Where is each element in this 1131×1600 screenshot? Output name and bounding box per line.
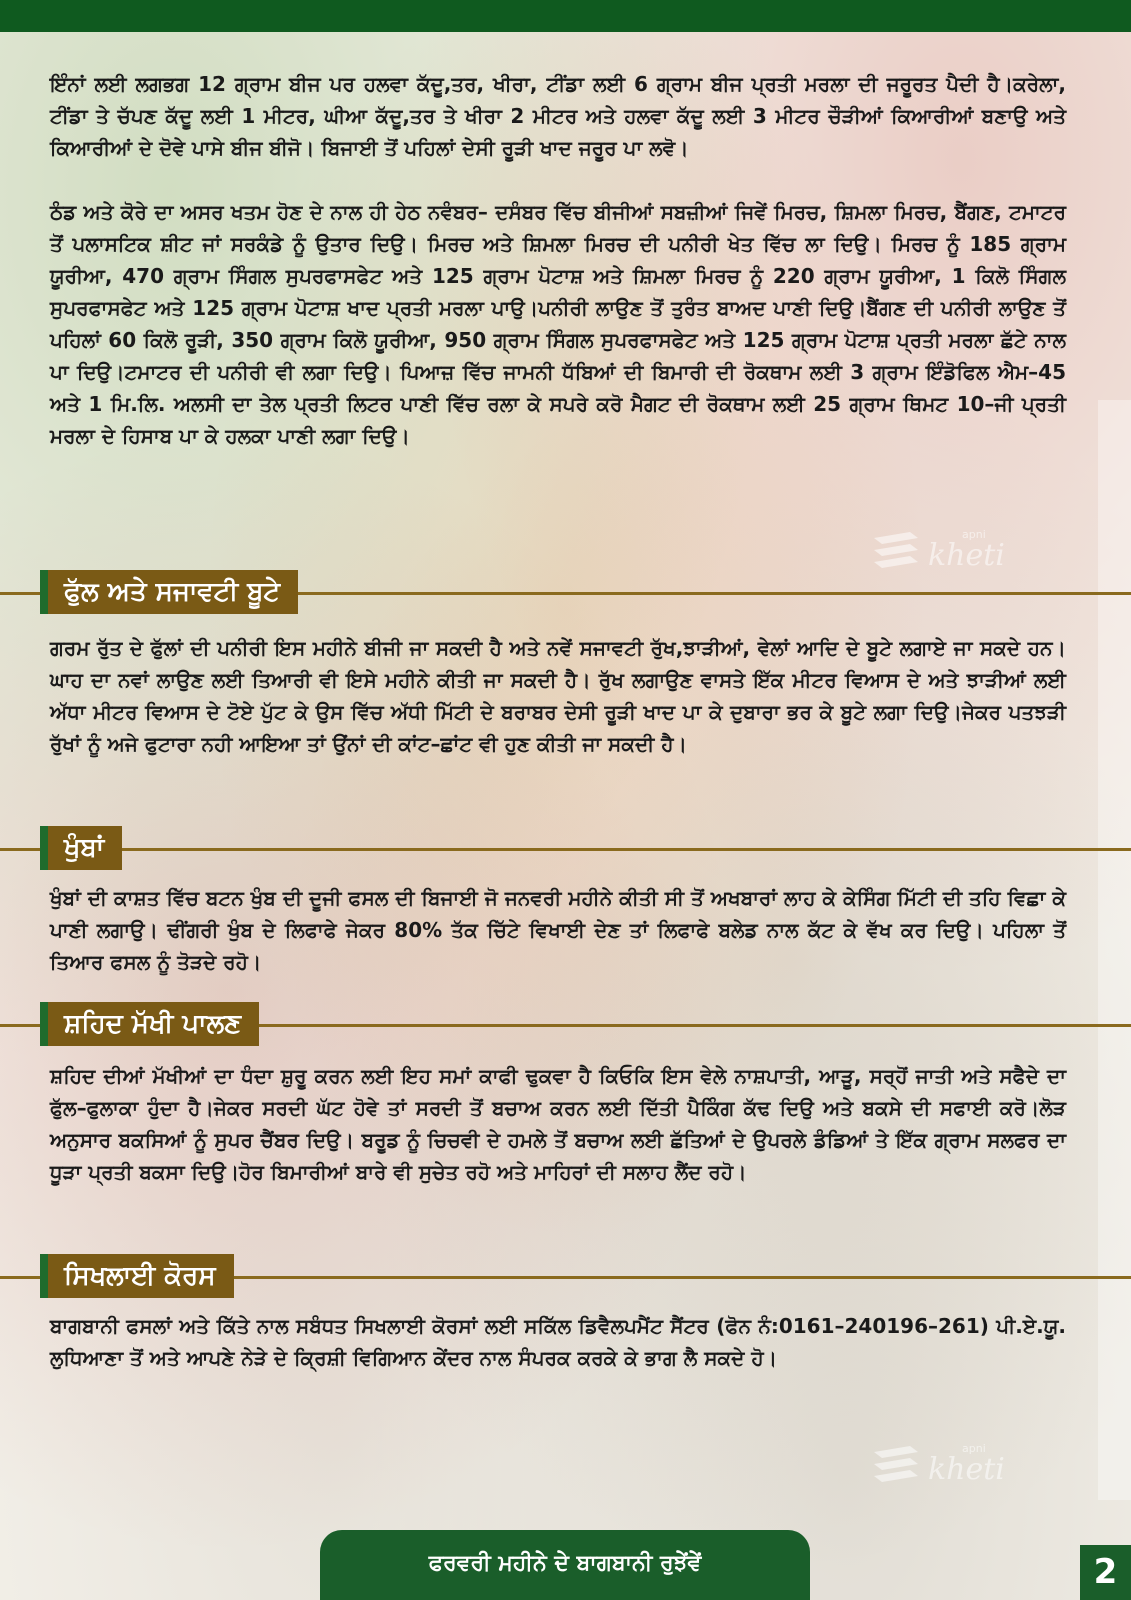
section-body-training: ਬਾਗਬਾਨੀ ਫਸਲਾਂ ਅਤੇ ਕਿੱਤੇ ਨਾਲ ਸਬੰਧਤ ਸਿਖਲਾਈ ਕੋਰਸਾਂ ਲਈ ਸਕਿੱਲ ਡਿਵੈਲਪਮੈਂਟ ਸੈਂਟਰ (ਫੋਨ ਨੰ:0161–240196–261) ਪੀ.ਏ.ਯੂ. ਲੁਧਿਆਣਾ ਤੋਂ ਅਤੇ ਆਪਣੇ ਨੇੜੇ ਦੇ ਕ੍ਰਿਸ਼ੀ ਵਿਗਿਆਨ ਕੇਂਦਰ ਨਾਲ ਸੰਪਰਕ ਕਰਕੇ ਕੇ ਭਾਗ ਲੈ ਸਕਦੇ ਹੋ।	[50, 1314, 1066, 1370]
watermark-small-text: apni	[962, 528, 986, 541]
section-heading-flowers: ਫੁੱਲ ਅਤੇ ਸਜਾਵਟੀ ਬੂਟੇ	[40, 570, 298, 614]
watermark-leaf-icon	[870, 528, 922, 572]
section-heading-beekeeping: ਸ਼ਹਿਦ ਮੱਖੀ ਪਾਲਣ	[40, 1002, 259, 1046]
footer-title: ਫਰਵਰੀ ਮਹੀਨੇ ਦੇ ਬਾਗਬਾਨੀ ਰੁਝੇਂਵੇਂ	[320, 1530, 810, 1600]
watermark-logo-2	[870, 1442, 1010, 1492]
section-body-mushrooms: ਖੁੰਬਾਂ ਦੀ ਕਾਸ਼ਤ ਵਿੱਚ ਬਟਨ ਖੁੰਬ ਦੀ ਦੂਜੀ ਫਸਲ ਦੀ ਬਿਜਾਈ ਜੋ ਜਨਵਰੀ ਮਹੀਨੇ ਕੀਤੀ ਸੀ ਤੋਂ ਅਖਬਾਰਾਂ ਲਾਹ ਕੇ ਕੇਸਿੰਗ ਮਿੱਟੀ ਦੀ ਤਹਿ ਵਿਛਾ ਕੇ ਪਾਣੀ ਲਗਾਉ। ਢੀਂਗਰੀ ਖੁੰਬ ਦੇ ਲਿਫਾਫੇ ਜੇਕਰ 80% ਤੱਕ ਚਿੱਟੇ ਵਿਖਾਈ ਦੇਣ ਤਾਂ ਲਿਫਾਫੇ ਬਲੇਡ ਨਾਲ ਕੱਟ ਕੇ ਵੱਖ ਕਰ ਦਿਉ। ਪਹਿਲਾ ਤੋਂ ਤਿਆਰ ਫਸਲ ਨੂੰ ਤੋੜਦੇ ਰਹੋ।	[50, 886, 1066, 974]
watermark-small-text: apni	[962, 1442, 986, 1455]
section-heading-mushrooms: ਖੁੰਬਾਂ	[40, 826, 122, 870]
section-body-beekeeping: ਸ਼ਹਿਦ ਦੀਆਂ ਮੱਖੀਆਂ ਦਾ ਧੰਦਾ ਸ਼ੁਰੂ ਕਰਨ ਲਈ ਇਹ ਸਮਾਂ ਕਾਫੀ ਢੁਕਵਾ ਹੈ ਕਿਓਕਿ ਇਸ ਵੇਲੇ ਨਾਸ਼ਪਾਤੀ, ਆੜੂ, ਸਰ੍ਹੋਂ ਜਾਤੀ ਅਤੇ ਸਫੈਦੇ ਦਾ ਫੁੱਲ–ਫੁਲਾਕਾ ਹੁੰਦਾ ਹੈ।ਜੇਕਰ ਸਰਦੀ ਘੱਟ ਹੋਵੇ ਤਾਂ ਸਰਦੀ ਤੋਂ ਬਚਾਅ ਕਰਨ ਲਈ ਦਿੱਤੀ ਪੈਕਿੰਗ ਕੱਢ ਦਿਉ ਅਤੇ ਬਕਸੇ ਦੀ ਸਫਾਈ ਕਰੋ।ਲੋੜ ਅਨੁਸਾਰ ਬਕਸਿਆਂ ਨੂੰ ਸੁਪਰ ਚੈਂਬਰ ਦਿਉ। ਬਰੂਡ ਨੂੰ ਚਿਚਵੀ ਦੇ ਹਮਲੇ ਤੋਂ ਬਚਾਅ ਲਈ ਛੱਤਿਆਂ ਦੇ ਉਪਰਲੇ ਡੰਡਿਆਂ ਤੇ ਇੱਕ ਗ੍ਰਾਮ ਸਲਫਰ ਦਾ ਧੂੜਾ ਪ੍ਰਤੀ ਬਕਸਾ ਦਿਉ।ਹੋਰ ਬਿਮਾਰੀਆਂ ਬਾਰੇ ਵੀ ਸੁਚੇਤ ਰਹੋ ਅਤੇ ਮਾਹਿਰਾਂ ਦੀ ਸਲਾਹ ਲੈਂਦ ਰਹੋ।	[50, 1064, 1066, 1184]
top-bar	[0, 0, 1131, 32]
watermark-leaf-icon	[870, 1442, 922, 1486]
watermark-logo-1	[870, 528, 1010, 578]
watermark-brand-text: kheti	[928, 538, 1005, 573]
intro-paragraph-1: ਇੰਨਾਂ ਲਈ ਲਗਭਗ 12 ਗ੍ਰਾਮ ਬੀਜ ਪਰ ਹਲਵਾ ਕੱਦੂ,ਤਰ, ਖੀਰਾ, ਟੀਂਡਾ ਲਈ 6 ਗ੍ਰਾਮ ਬੀਜ ਪ੍ਰਤੀ ਮਰਲਾ ਦੀ ਜਰੂਰਤ ਪੈਦੀ ਹੈ।ਕਰੇਲਾ, ਟੀਂਡਾ ਤੇ ਚੱਪਣ ਕੱਦੂ ਲਈ 1 ਮੀਟਰ, ਘੀਆ ਕੱਦੂ,ਤਰ ਤੇ ਖੀਰਾ 2 ਮੀਟਰ ਅਤੇ ਹਲਵਾ ਕੱਦੂ ਲਈ 3 ਮੀਟਰ ਚੌੜੀਆਂ ਕਿਆਰੀਆਂ ਬਣਾਉ ਅਤੇ ਕਿਆਰੀਆਂ ਦੇ ਦੋਵੇ ਪਾਸੇ ਬੀਜ ਬੀਜੋ। ਬਿਜਾਈ ਤੋਂ ਪਹਿਲਾਂ ਦੇਸੀ ਰੂੜੀ ਖਾਦ ਜਰੂਰ ਪਾ ਲਵੋ।	[50, 72, 1066, 160]
section-body-flowers: ਗਰਮ ਰੁੱਤ ਦੇ ਫੁੱਲਾਂ ਦੀ ਪਨੀਰੀ ਇਸ ਮਹੀਨੇ ਬੀਜੀ ਜਾ ਸਕਦੀ ਹੈ ਅਤੇ ਨਵੇਂ ਸਜਾਵਟੀ ਰੁੱਖ,ਝਾੜੀਆਂ, ਵੇਲਾਂ ਆਦਿ ਦੇ ਬੂਟੇ ਲਗਾਏ ਜਾ ਸਕਦੇ ਹਨ।ਘਾਹ ਦਾ ਨਵਾਂ ਲਾਉਣ ਲਈ ਤਿਆਰੀ ਵੀ ਇਸੇ ਮਹੀਨੇ ਕੀਤੀ ਜਾ ਸਕਦੀ ਹੈ। ਰੁੱਖ ਲਗਾਉਣ ਵਾਸਤੇ ਇੱਕ ਮੀਟਰ ਵਿਆਸ ਦੇ ਅਤੇ ਝਾੜੀਆਂ ਲਈ ਅੱਧਾ ਮੀਟਰ ਵਿਆਸ ਦੇ ਟੋਏ ਪੁੱਟ ਕੇ ਉਸ ਵਿੱਚ ਅੱਧੀ ਮਿੱਟੀ ਦੇ ਬਰਾਬਰ ਦੇਸੀ ਰੂੜੀ ਖਾਦ ਪਾ ਕੇ ਦੁਬਾਰਾ ਭਰ ਕੇ ਬੂਟੇ ਲਗਾ ਦਿਉ।ਜੇਕਰ ਪਤਝੜੀ ਰੁੱਖਾਂ ਨੂੰ ਅਜੇ ਫੁਟਾਰਾ ਨਹੀ ਆਇਆ ਤਾਂ ਉਂਨਾਂ ਦੀ ਕਾਂਟ–ਛਾਂਟ ਵੀ ਹੁਣ ਕੀਤੀ ਜਾ ਸਕਦੀ ਹੈ।	[50, 636, 1066, 756]
watermark-brand-text: kheti	[928, 1452, 1005, 1487]
page-number: 2	[1080, 1545, 1131, 1600]
section-heading-training: ਸਿਖਲਾਈ ਕੋਰਸ	[40, 1254, 234, 1298]
page-edge-stripe	[1098, 400, 1131, 1500]
intro-paragraph-2: ਠੰਡ ਅਤੇ ਕੋਰੇ ਦਾ ਅਸਰ ਖਤਮ ਹੋਣ ਦੇ ਨਾਲ ਹੀ ਹੇਠ ਨਵੰਬਰ– ਦਸੰਬਰ ਵਿੱਚ ਬੀਜੀਆਂ ਸਬਜ਼ੀਆਂ ਜਿਵੇਂ ਮਿਰਚ, ਸ਼ਿਮਲਾ ਮਿਰਚ, ਬੈਂਗਣ, ਟਮਾਟਰ ਤੋਂ ਪਲਾਸਟਿਕ ਸ਼ੀਟ ਜਾਂ ਸਰਕੰਡੇ ਨੂੰ ਉਤਾਰ ਦਿਉ। ਮਿਰਚ ਅਤੇ ਸ਼ਿਮਲਾ ਮਿਰਚ ਦੀ ਪਨੀਰੀ ਖੇਤ ਵਿੱਚ ਲਾ ਦਿਉ। ਮਿਰਚ ਨੂੰ 185 ਗ੍ਰਾਮ ਯੂਰੀਆ, 470 ਗ੍ਰਾਮ ਸਿੰਗਲ ਸੁਪਰਫਾਸਫੇਟ ਅਤੇ 125 ਗ੍ਰਾਮ ਪੋਟਾਸ਼ ਅਤੇ ਸ਼ਿਮਲਾ ਮਿਰਚ ਨੂੰ 220 ਗ੍ਰਾਮ ਯੂਰੀਆ, 1 ਕਿਲੋ ਸਿੰਗਲ ਸੁਪਰਫਾਸਫੇਟ ਅਤੇ 125 ਗ੍ਰਾਮ ਪੋਟਾਸ਼ ਖਾਦ ਪ੍ਰਤੀ ਮਰਲਾ ਪਾਉ।ਪਨੀਰੀ ਲਾਉਣ ਤੋਂ ਤੁਰੰਤ ਬਾਅਦ ਪਾਣੀ ਦਿਉ।ਬੈਂਗਣ ਦੀ ਪਨੀਰੀ ਲਾਉਣ ਤੋਂ ਪਹਿਲਾਂ 60 ਕਿਲੋ ਰੂੜੀ, 350 ਗ੍ਰਾਮ ਕਿਲੋ ਯੂਰੀਆ, 950 ਗ੍ਰਾਮ ਸਿੰਗਲ ਸੁਪਰਫਾਸਫੇਟ ਅਤੇ 125 ਗ੍ਰਾਮ ਪੋਟਾਸ਼ ਪ੍ਰਤੀ ਮਰਲਾ ਛੱਟੇ ਨਾਲ ਪਾ ਦਿਉ।ਟਮਾਟਰ ਦੀ ਪਨੀਰੀ ਵੀ ਲਗਾ ਦਿਉ। ਪਿਆਜ਼ ਵਿੱਚ ਜਾਮਨੀ ਧੱਬਿਆਂ ਦੀ ਬਿਮਾਰੀ ਦੀ ਰੋਕਥਾਮ ਲਈ 3 ਗ੍ਰਾਮ ਇੰਡੋਫਿਲ ਐਮ–45 ਅਤੇ 1 ਮਿ.ਲਿ. ਅਲਸੀ ਦਾ ਤੇਲ ਪ੍ਰਤੀ ਲਿਟਰ ਪਾਣੀ ਵਿੱਚ ਰਲਾ ਕੇ ਸਪਰੇ ਕਰੋ ਮੈਗਟ ਦੀ ਰੋਕਥਾਮ ਲਈ 25 ਗ੍ਰਾਮ ਥਿਮਟ 10–ਜੀ ਪ੍ਰਤੀ ਮਰਲਾ ਦੇ ਹਿਸਾਬ ਪਾ ਕੇ ਹਲਕਾ ਪਾਣੀ ਲਗਾ ਦਿਉ।	[50, 200, 1066, 448]
section-divider-2	[0, 848, 1131, 851]
